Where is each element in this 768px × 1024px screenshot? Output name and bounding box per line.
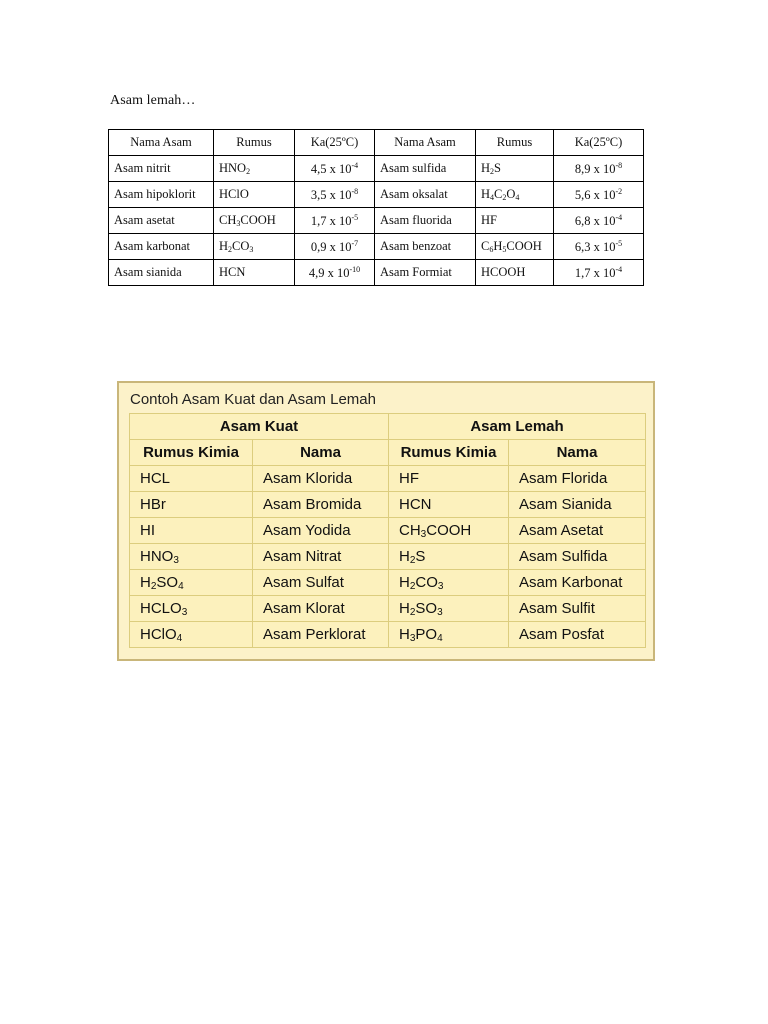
table-row: [109, 208, 644, 234]
table-cell: $CH_3COOH$: [214, 208, 295, 234]
table-row: [109, 156, 644, 182]
table-cell: HCN: [389, 492, 509, 518]
table-cell: Asam Florida: [509, 466, 646, 492]
table-cell: Asam sianida: [109, 260, 214, 286]
column-header: Rumus: [214, 130, 295, 156]
table-cell: HCOOH: [476, 260, 554, 286]
table-row: [130, 570, 646, 596]
table-cell: $H_2SO_3$: [389, 596, 509, 622]
table-cell: $H_2CO_3$: [389, 570, 509, 596]
group-header-row: [130, 414, 646, 440]
table-cell: 1,7 x $10^{-4}$: [554, 260, 644, 286]
table-cell: 3,5 x $10^{-8}$: [295, 182, 375, 208]
table-cell: HCL: [130, 466, 253, 492]
table-row: [130, 466, 646, 492]
table-cell: Asam Karbonat: [509, 570, 646, 596]
page-heading: Asam lemah…: [110, 93, 196, 108]
table-cell: $C_6H_5COOH$: [476, 234, 554, 260]
table-cell: HI: [130, 518, 253, 544]
column-header: Nama Asam: [375, 130, 476, 156]
table-cell: Asam fluorida: [375, 208, 476, 234]
table-cell: 4,5 x $10^{-4}$: [295, 156, 375, 182]
weak-acid-ka-table: [108, 129, 644, 286]
table-cell: Asam nitrit: [109, 156, 214, 182]
strong-weak-acid-table: [129, 413, 646, 648]
table-cell: Asam Sianida: [509, 492, 646, 518]
column-header: Nama Asam: [109, 130, 214, 156]
table-cell: Asam Sulfida: [509, 544, 646, 570]
column-header: Rumus Kimia: [130, 440, 253, 466]
table-cell: 4,9 x $10^{-10}$: [295, 260, 375, 286]
table-cell: HF: [389, 466, 509, 492]
table-cell: Asam Asetat: [509, 518, 646, 544]
table-cell: Asam Posfat: [509, 622, 646, 648]
column-header: Rumus: [476, 130, 554, 156]
table-cell: $H_2CO_3$: [214, 234, 295, 260]
strong-weak-acid-panel: [117, 381, 655, 661]
table-header-row: [109, 130, 644, 156]
table-cell: $CH_3COOH$: [389, 518, 509, 544]
table-cell: $H_2S$: [476, 156, 554, 182]
table-cell: 1,7 x $10^{-5}$: [295, 208, 375, 234]
table-row: [130, 622, 646, 648]
column-header: Nama: [253, 440, 389, 466]
table-cell: $HCLO_3$: [130, 596, 253, 622]
table-row: [109, 260, 644, 286]
table-cell: Asam Bromida: [253, 492, 389, 518]
table-cell: Asam Sulfit: [509, 596, 646, 622]
table-cell: HF: [476, 208, 554, 234]
panel-title: Contoh Asam Kuat dan Asam Lemah: [130, 391, 376, 408]
table-cell: 8,9 x $10^{-8}$: [554, 156, 644, 182]
group-header-strong: Asam Kuat: [130, 414, 389, 440]
table-cell: Asam Perklorat: [253, 622, 389, 648]
table-row: [130, 492, 646, 518]
table-cell: HCN: [214, 260, 295, 286]
table-cell: Asam asetat: [109, 208, 214, 234]
table-cell: $HNO_2$: [214, 156, 295, 182]
table-cell: $H_3PO_4$: [389, 622, 509, 648]
column-header: Nama: [509, 440, 646, 466]
table-row: [130, 596, 646, 622]
table-cell: 0,9 x $10^{-7}$: [295, 234, 375, 260]
table-cell: Asam sulfida: [375, 156, 476, 182]
column-header: Ka(25ºC): [554, 130, 644, 156]
table-row: [109, 182, 644, 208]
table-cell: Asam Klorida: [253, 466, 389, 492]
table-cell: $H_2S$: [389, 544, 509, 570]
table-cell: Asam karbonat: [109, 234, 214, 260]
table-cell: $HNO_3$: [130, 544, 253, 570]
table-cell: Asam benzoat: [375, 234, 476, 260]
table-cell: HBr: [130, 492, 253, 518]
group-header-weak: Asam Lemah: [389, 414, 646, 440]
table-row: [109, 234, 644, 260]
column-header: Ka(25ºC): [295, 130, 375, 156]
table-cell: 6,3 x $10^{-5}$: [554, 234, 644, 260]
table-row: [130, 518, 646, 544]
table-cell: 6,8 x $10^{-4}$: [554, 208, 644, 234]
table-cell: $H_2SO_4$: [130, 570, 253, 596]
table-cell: Asam oksalat: [375, 182, 476, 208]
column-header: Rumus Kimia: [389, 440, 509, 466]
table-cell: HClO: [214, 182, 295, 208]
table-cell: Asam hipoklorit: [109, 182, 214, 208]
table-cell: Asam Sulfat: [253, 570, 389, 596]
table-cell: Asam Yodida: [253, 518, 389, 544]
table-cell: Asam Formiat: [375, 260, 476, 286]
table-cell: $H_4C_2O_4$: [476, 182, 554, 208]
table-cell: 5,6 x $10^{-2}$: [554, 182, 644, 208]
table-cell: Asam Nitrat: [253, 544, 389, 570]
table-row: [130, 544, 646, 570]
sub-header-row: [130, 440, 646, 466]
table-cell: Asam Klorat: [253, 596, 389, 622]
table-cell: HClO$_4$: [130, 622, 253, 648]
